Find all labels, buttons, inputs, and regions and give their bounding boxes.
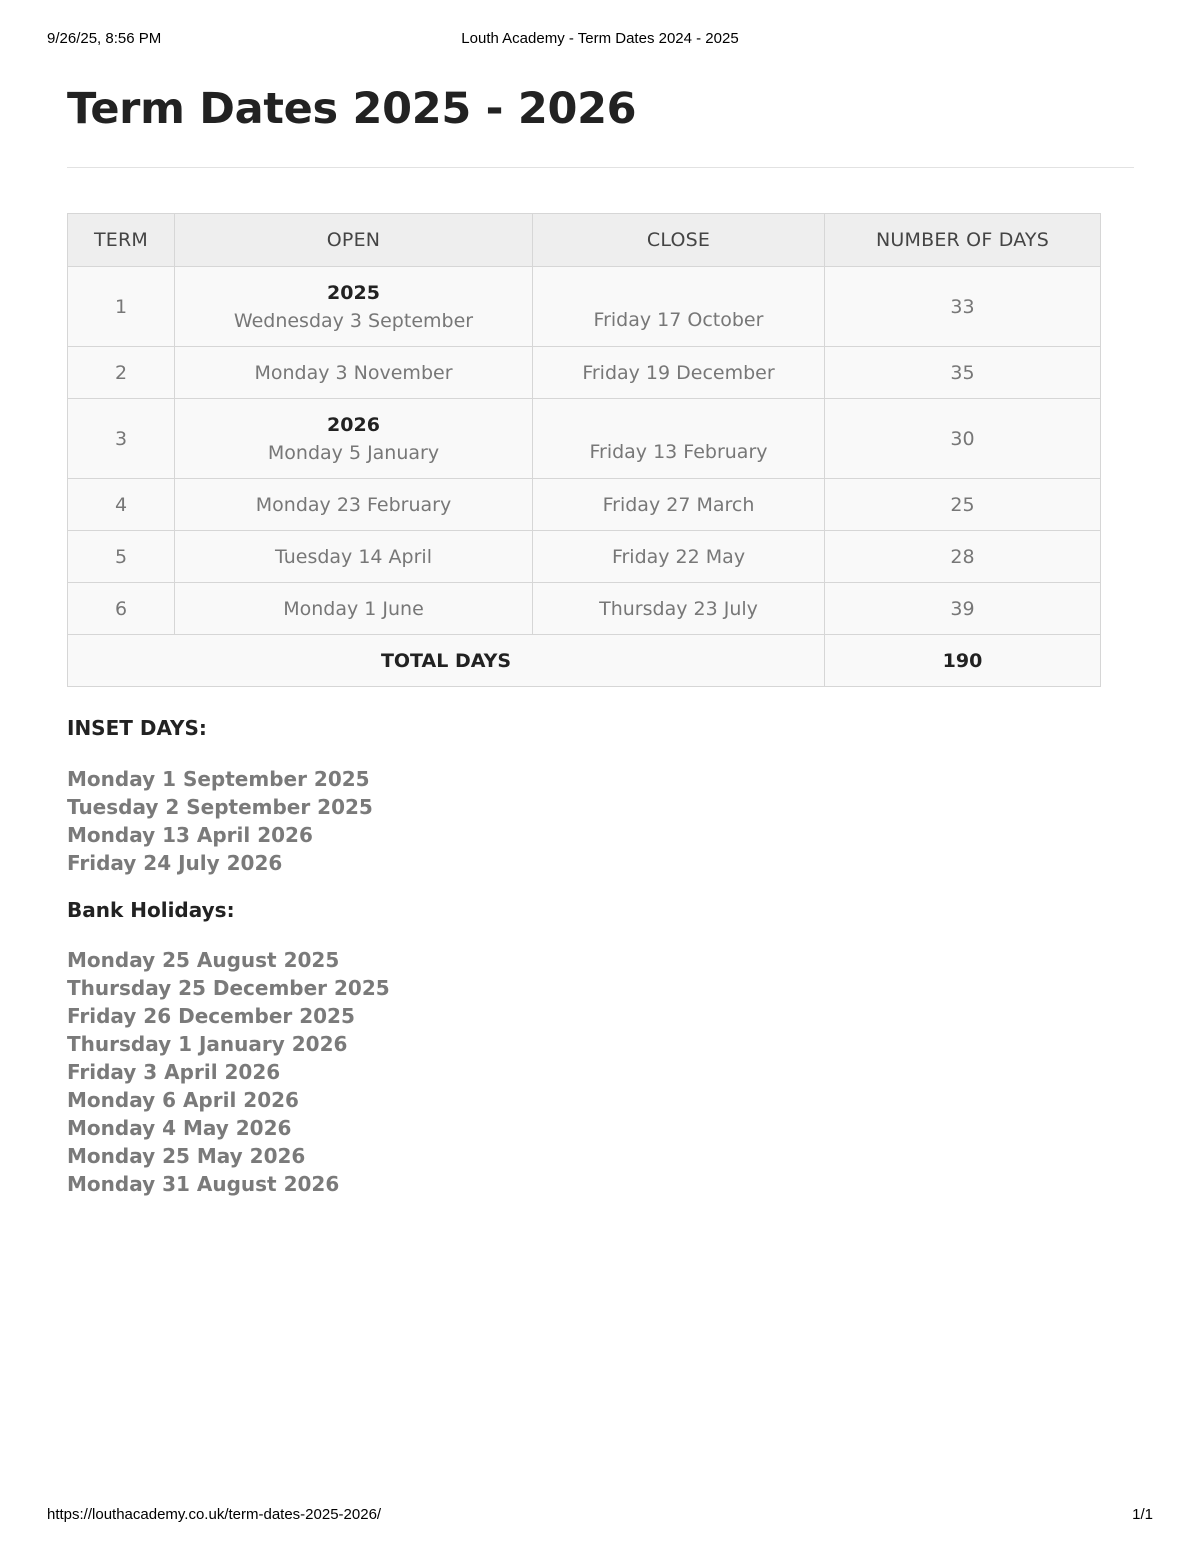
list-item: Thursday 1 January 2026 bbox=[67, 1032, 348, 1056]
list-item: Monday 1 September 2025 bbox=[67, 767, 370, 791]
number-of-days: 28 bbox=[825, 531, 1101, 583]
page-url: https://louthacademy.co.uk/term-dates-2025-2026/ bbox=[47, 1506, 382, 1523]
number-of-days: 39 bbox=[825, 583, 1101, 635]
list-item: Monday 13 April 2026 bbox=[67, 823, 313, 847]
list-item: Friday 3 April 2026 bbox=[67, 1060, 281, 1084]
inset-days-heading: INSET DAYS: bbox=[67, 716, 207, 740]
open-date: Monday 5 January bbox=[267, 441, 440, 464]
term-dates-table bbox=[67, 213, 1101, 687]
close-date: Friday 19 December bbox=[533, 347, 825, 399]
table-row bbox=[68, 479, 1101, 531]
table-header-row bbox=[68, 214, 1101, 267]
year-label: 2025 bbox=[327, 281, 380, 304]
year-label: 2026 bbox=[327, 413, 380, 436]
print-document-title: Louth Academy - Term Dates 2024 - 2025 bbox=[461, 30, 739, 47]
title-divider bbox=[67, 167, 1134, 168]
close-date: Thursday 23 July bbox=[533, 583, 825, 635]
close-date: Friday 13 February bbox=[589, 440, 768, 463]
term-number: 2 bbox=[68, 347, 175, 399]
list-item: Monday 31 August 2026 bbox=[67, 1172, 340, 1196]
total-days-label: TOTAL DAYS bbox=[68, 635, 825, 687]
term-number: 3 bbox=[68, 399, 175, 479]
header-number-of-days: NUMBER OF DAYS bbox=[825, 214, 1101, 267]
term-number: 1 bbox=[68, 267, 175, 347]
open-date: Monday 3 November bbox=[175, 347, 533, 399]
page-number: 1/1 bbox=[1132, 1506, 1153, 1523]
header-close: CLOSE bbox=[533, 214, 825, 267]
open-date-cell bbox=[175, 399, 533, 479]
table-row bbox=[68, 583, 1101, 635]
close-date: Friday 22 May bbox=[533, 531, 825, 583]
list-item: Monday 25 May 2026 bbox=[67, 1144, 306, 1168]
bank-holidays-list bbox=[67, 946, 390, 1198]
inset-days-list bbox=[67, 765, 373, 877]
table-row bbox=[68, 267, 1101, 347]
list-item: Monday 6 April 2026 bbox=[67, 1088, 299, 1112]
term-number: 6 bbox=[68, 583, 175, 635]
bank-holidays-heading: Bank Holidays: bbox=[67, 898, 235, 922]
list-item: Tuesday 2 September 2025 bbox=[67, 795, 373, 819]
close-date: Friday 17 October bbox=[593, 308, 764, 331]
total-row bbox=[68, 635, 1101, 687]
open-date: Tuesday 14 April bbox=[175, 531, 533, 583]
table-row bbox=[68, 399, 1101, 479]
open-date: Monday 23 February bbox=[175, 479, 533, 531]
close-date-cell bbox=[533, 267, 825, 347]
close-date: Friday 27 March bbox=[533, 479, 825, 531]
page-title: Term Dates 2025 - 2026 bbox=[67, 84, 637, 134]
header-term: TERM bbox=[68, 214, 175, 267]
close-date-cell bbox=[533, 399, 825, 479]
term-number: 5 bbox=[68, 531, 175, 583]
table-row bbox=[68, 531, 1101, 583]
table-row bbox=[68, 347, 1101, 399]
list-item: Thursday 25 December 2025 bbox=[67, 976, 390, 1000]
list-item: Monday 4 May 2026 bbox=[67, 1116, 292, 1140]
open-date: Monday 1 June bbox=[175, 583, 533, 635]
number-of-days: 30 bbox=[825, 399, 1101, 479]
header-open: OPEN bbox=[175, 214, 533, 267]
list-item: Friday 24 July 2026 bbox=[67, 851, 283, 875]
print-header bbox=[47, 30, 1153, 50]
open-date: Wednesday 3 September bbox=[233, 309, 474, 332]
list-item: Monday 25 August 2025 bbox=[67, 948, 340, 972]
term-number: 4 bbox=[68, 479, 175, 531]
print-datetime: 9/26/25, 8:56 PM bbox=[47, 30, 162, 47]
number-of-days: 35 bbox=[825, 347, 1101, 399]
total-days-value: 190 bbox=[825, 635, 1101, 687]
number-of-days: 25 bbox=[825, 479, 1101, 531]
number-of-days: 33 bbox=[825, 267, 1101, 347]
open-date-cell bbox=[175, 267, 533, 347]
print-footer bbox=[47, 1506, 1153, 1526]
list-item: Friday 26 December 2025 bbox=[67, 1004, 355, 1028]
